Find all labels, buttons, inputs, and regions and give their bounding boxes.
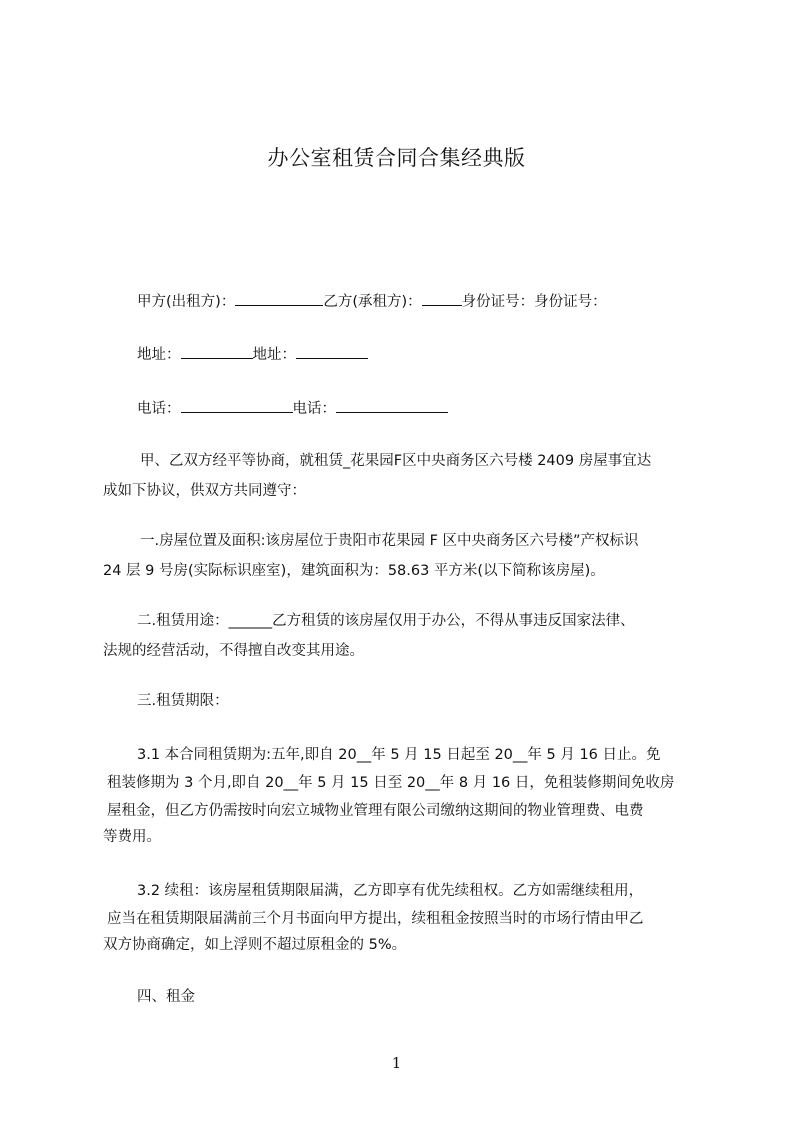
section2-line-1: 二.租赁用途：______乙方租赁的该房屋仅用于办公，不得从事违反国家法律、 (137, 613, 635, 629)
clause-3-1-line-1: 3.1 本合同租赁期为:五年,即自 20__年 5 月 15 日起至 20__年 5 月 16 日止。免 (137, 747, 661, 763)
clause-3-1-line-4: 等费用。 (103, 829, 161, 845)
id-label-1: 身份证号： (461, 294, 535, 310)
clause-3-1-line-2: 租装修期为 3 个月,即自 20__年 5 月 15 日至 20__年 8 月 16 日，免租装修期间免收房 (107, 775, 675, 791)
clause-3-2-line-2: 应当在租赁期限届满前三个月书面向甲方提出，续租租金按照当时的市场行情由甲乙 (107, 911, 644, 927)
address-label-2: 地址： (252, 347, 296, 363)
address-label-1: 地址： (137, 347, 181, 363)
section1-line-2: 24 层 9 号房(实际标识座室)，建筑面积为：58.63 平方米(以下简称该房屋)。 (103, 563, 605, 579)
phone-blank-1 (181, 398, 293, 413)
address-blank-1 (181, 344, 253, 359)
section4-heading: 四、租金 (137, 989, 195, 1005)
party-a-label: 甲方(出租方)： (137, 294, 236, 310)
section1-line-1: 一.房屋位置及面积:该房屋位于贵阳市花果园 F 区中央商务区六号楼”产权标识 (140, 533, 639, 549)
section2-line-2: 法规的经营活动，不得擅自改变其用途。 (103, 643, 364, 659)
phone-line (137, 394, 737, 424)
party-a-blank (235, 291, 323, 306)
party-line (137, 287, 737, 317)
clause-3-2-line-1: 3.2 续租：该房屋租赁期限届满，乙方即享有优先续租权。乙方如需继续租用， (137, 883, 644, 899)
document-title: 办公室租赁合同合集经典版 (267, 146, 526, 170)
intro-line-2: 成如下协议，供双方共同遵守： (103, 483, 306, 499)
address-blank-2 (296, 344, 368, 359)
clause-3-1-line-3: 屋租金，但乙方仍需按时向宏立城物业管理有限公司缴纳这期间的物业管理费、电费 (107, 803, 644, 819)
party-b-label: 乙方(承租方)： (323, 294, 422, 310)
phone-label-1: 电话： (137, 401, 181, 417)
page-number: 1 (391, 1054, 402, 1072)
id-label-2: 身份证号： (534, 294, 607, 310)
address-line (137, 340, 737, 370)
phone-label-2: 电话： (292, 401, 336, 417)
party-b-blank (422, 291, 462, 306)
intro-line-1: 甲、乙双方经平等协商，就租赁_花果园F区中央商务区六号楼 2409 房屋事宜达 (140, 453, 652, 469)
section3-heading: 三.租赁期限： (137, 693, 229, 709)
clause-3-2-line-3: 双方协商确定，如上浮则不超过原租金的 5%。 (103, 937, 407, 953)
phone-blank-2 (336, 398, 448, 413)
